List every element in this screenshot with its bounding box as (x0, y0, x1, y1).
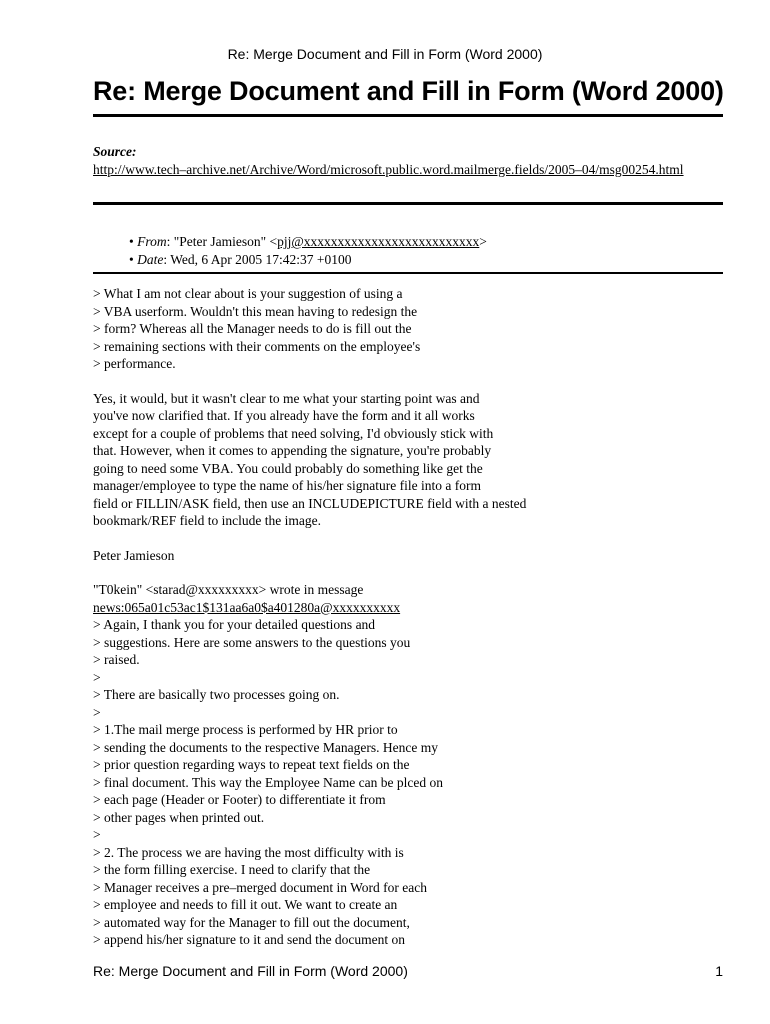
reply-line: manager/employee to type the name of his/her signature file into a form (93, 478, 481, 493)
quoted-line: > other pages when printed out. (93, 809, 265, 825)
from-value-post: > (479, 234, 487, 249)
message-body (93, 285, 733, 949)
reply-line: going to need some VBA. You could probably do something like get the (93, 460, 483, 476)
quoted-line: > raised. (93, 652, 140, 667)
source-divider (93, 202, 723, 205)
quoted-line: > each page (Header or Footer) to differentiate it from (93, 792, 386, 807)
page-title: Re: Merge Document and Fill in Form (Word 2000) (93, 76, 724, 106)
meta-date: • Date: Wed, 6 Apr 2005 17:42:37 +0100 (129, 252, 352, 267)
quoted-line: > employee and needs to fill it out. We want to create an (93, 897, 398, 912)
news-link[interactable]: news:065a01c53ac1$131aa6a0$a401280a@xxxxxxxxxx (93, 599, 401, 615)
source-url-link[interactable]: http://www.tech–archive.net/Archive/Word/microsoft.public.word.mailmerge.fields/2005–04/msg00254.html (93, 162, 684, 177)
quoted-line: > 1.The mail merge process is performed by HR prior to (93, 722, 398, 737)
quoted-line: > (93, 827, 101, 842)
running-footer (93, 963, 723, 979)
quoted-line: > performance. (93, 356, 176, 371)
quoted-line: > (93, 704, 101, 720)
reply-line: field or FILLIN/ASK field, then use an INCLUDEPICTURE field with a nested (93, 495, 527, 511)
quote-intro: "T0kein" <starad@xxxxxxxxx> wrote in message (93, 582, 364, 597)
quoted-line: > prior question regarding ways to repeat text fields on the (93, 757, 410, 772)
paragraph-gap (93, 530, 733, 547)
quoted-line: > form? Whereas all the Manager needs to do is fill out the (93, 321, 412, 336)
source-label: Source: (93, 144, 137, 159)
title-divider (93, 114, 723, 117)
signature: Peter Jamieson (93, 547, 175, 563)
running-header: Re: Merge Document and Fill in Form (Word 2000) (227, 46, 543, 62)
quoted-line: > There are basically two processes going on. (93, 687, 340, 702)
quoted-line: > remaining sections with their comments on the employee's (93, 338, 421, 354)
paragraph-gap (93, 564, 733, 581)
quoted-line: > automated way for the Manager to fill out the document, (93, 914, 410, 930)
page-number: 1 (715, 963, 723, 979)
from-email-link[interactable]: pjj@xxxxxxxxxxxxxxxxxxxxxxxxxx (277, 234, 480, 249)
quoted-line: > Again, I thank you for your detailed questions and (93, 617, 376, 632)
message-meta (129, 233, 487, 269)
quoted-line: > sending the documents to the respective Managers. Hence my (93, 739, 439, 755)
paragraph-gap (93, 373, 733, 390)
date-value: : Wed, 6 Apr 2005 17:42:37 +0100 (163, 252, 352, 267)
from-value-pre: : "Peter Jamieson" < (166, 234, 278, 249)
quoted-line: > append his/her signature to it and send the document on (93, 932, 406, 947)
quoted-line: > 2. The process we are having the most difficulty with is (93, 844, 404, 860)
quoted-line: > VBA userform. Wouldn't this mean having to redesign the (93, 303, 418, 319)
reply-line: that. However, when it comes to appending the signature, you're probably (93, 443, 492, 458)
date-label: Date (137, 252, 164, 267)
quoted-line: > Manager receives a pre–merged document in Word for each (93, 879, 428, 895)
quoted-line: > What I am not clear about is your suggestion of using a (93, 286, 403, 301)
footer-title: Re: Merge Document and Fill in Form (Word 2000) (93, 963, 408, 979)
quoted-line: > the form filling exercise. I need to clarify that the (93, 862, 371, 877)
quoted-line: > final document. This way the Employee Name can be plced on (93, 774, 444, 790)
from-label: From (137, 234, 167, 249)
meta-divider (93, 272, 723, 274)
reply-line: bookmark/REF field to include the image. (93, 513, 321, 528)
quoted-line: > (93, 669, 101, 685)
reply-line: except for a couple of problems that need solving, I'd obviously stick with (93, 425, 494, 441)
meta-from: • From: "Peter Jamieson" <pjj@xxxxxxxxxxxxxxxxxxxxxxxxxx> (129, 234, 487, 249)
quoted-line: > suggestions. Here are some answers to the questions you (93, 634, 411, 650)
reply-line: you've now clarified that. If you already have the form and it all works (93, 408, 475, 423)
reply-line: Yes, it would, but it wasn't clear to me what your starting point was and (93, 390, 480, 406)
